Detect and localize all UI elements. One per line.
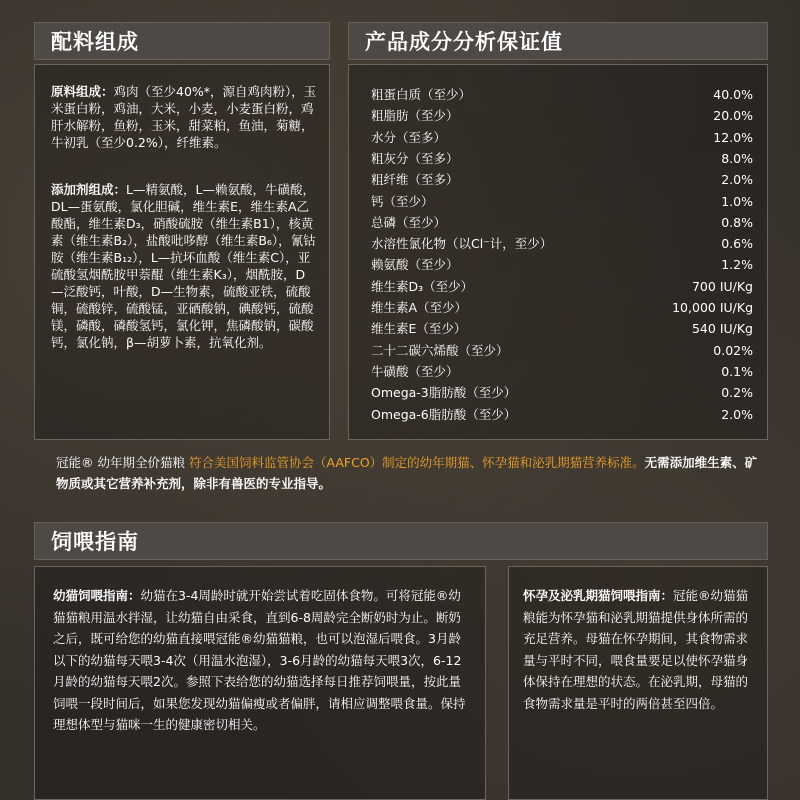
analysis-row-value: 10,000 IU/Kg: [672, 300, 753, 315]
analysis-row-value: 0.02%: [713, 342, 753, 358]
ingredients-box: [34, 64, 330, 440]
analysis-row-name: 水分（至多）: [371, 129, 447, 145]
kitten-feeding-label: 幼猫饲喂指南：: [53, 588, 141, 603]
analysis-row-value: 40.0%: [713, 87, 753, 102]
raw-ingredients-label: 原料组成：: [51, 84, 114, 99]
mother-feeding-label: 怀孕及泌乳期猫饲喂指南：: [523, 588, 674, 603]
aafco-note: [56, 452, 766, 494]
mother-feeding-box: [508, 566, 768, 800]
analysis-row: [371, 319, 753, 339]
note-part2: 无需添加维生素、矿物质或其它营养补充剂，除非有兽医的专业指导。: [56, 455, 758, 491]
analysis-row-value: 700 IU/Kg: [691, 278, 753, 294]
analysis-row-name: 粗纤维（至多）: [371, 172, 459, 188]
analysis-row-value: 20.0%: [713, 108, 753, 124]
raw-ingredients-text: 鸡肉（至少40%*，源自鸡肉粉），玉米蛋白粉，鸡油，大米，小麦，小麦蛋白粉，鸡肝水解粉，鱼粉，玉米，甜菜粕，鱼油，菊糖，牛初乳（至少0.2%），纤维素。: [51, 84, 317, 150]
analysis-row-value: 540 IU/Kg: [691, 321, 753, 337]
note-highlight: 符合美国饲料监管协会（AAFCO）制定的幼年期猫、怀孕猫和泌乳期猫营养标准。: [188, 455, 645, 470]
analysis-row: [371, 362, 753, 382]
analysis-row-value: 0.1%: [721, 363, 753, 379]
analysis-row-value: 0.8%: [721, 214, 753, 230]
mother-feeding-body: 冠能®幼猫猫粮能为怀孕猫和泌乳期猫提供身体所需的充足营养。母猫在怀孕期间，其食物需求量与平时不同，喂食量要足以使怀孕猫身体保持在理想的状态。在泌乳期，母猫的食物需求量是平时的两倍甚至四倍。: [523, 588, 749, 711]
analysis-row-value: 1.2%: [721, 257, 753, 273]
additive-ingredients-text: L—精氨酸，L—赖氨酸，牛磺酸，DL—蛋氨酸，氯化胆碱，维生素E，维生素A乙酸酯，维生素D₃，硝酸硫胺（维生素B1），核黄素（维生素B₂），盐酸吡哆醇（维生素B₆），氰钴胺（维生素B₁₂），L—抗坏血酸（维生素C），亚硫酸氢烟酰胺甲萘醌（维生素K₃），烟酰胺，D—泛酸钙，叶酸，D—生物素，硫酸亚铁，硫酸铜，硫酸锌，硫酸锰，亚硒酸钠，碘酸钙，硫酸镁，磷酸，磷酸氢钙，氯化钾，焦磷酸钠，碳酸钙，氯化钠，β—胡萝卜素，抗氧化剂。: [51, 182, 316, 350]
analysis-row-name: Omega-6脂肪酸（至少）: [371, 406, 517, 422]
analysis-row-name: 总磷（至少）: [371, 214, 447, 230]
analysis-row: [371, 128, 753, 148]
kitten-feeding-text: [53, 585, 473, 736]
analysis-row-name: Omega-3脂肪酸（至少）: [371, 385, 517, 401]
analysis-row-value: 12.0%: [713, 129, 753, 145]
analysis-title-bar: [348, 22, 768, 60]
analysis-row-name: 粗蛋白质（至少）: [371, 87, 472, 102]
analysis-row-name: 钙（至少）: [371, 193, 434, 209]
analysis-row: [371, 405, 753, 425]
kitten-feeding-box: [34, 566, 486, 800]
analysis-row-name: 水溶性氯化物（以Cl⁻计，至少）: [371, 236, 553, 252]
analysis-row: [371, 277, 753, 297]
analysis-row: [371, 149, 753, 169]
mother-feeding-text: [523, 585, 759, 714]
analysis-row-name: 牛磺酸（至少）: [371, 363, 459, 379]
analysis-row: [371, 192, 753, 212]
analysis-row-value: 1.0%: [721, 193, 753, 209]
analysis-row-name: 维生素E（至少）: [371, 321, 467, 337]
analysis-title: 产品成分分析保证值: [365, 30, 563, 54]
analysis-box: [348, 64, 768, 440]
analysis-row-value: 0.2%: [721, 385, 753, 401]
analysis-row-name: 粗脂肪（至少）: [371, 108, 459, 124]
analysis-row: [371, 255, 753, 275]
analysis-row-name: 赖氨酸（至少）: [371, 257, 459, 273]
analysis-row: [371, 383, 753, 403]
additive-ingredients-label: 添加剂组成：: [51, 182, 127, 197]
analysis-row: [371, 234, 753, 254]
analysis-row: [371, 213, 753, 233]
ingredients-title-bar: [34, 22, 330, 60]
feeding-title-bar: [34, 522, 768, 560]
analysis-row-value: 2.0%: [721, 172, 753, 188]
analysis-row-value: 2.0%: [721, 406, 753, 422]
additive-ingredients: [51, 181, 317, 351]
analysis-row-name: 粗灰分（至多）: [371, 150, 459, 166]
feeding-title: 饲喂指南: [51, 530, 139, 554]
analysis-row-name: 维生素D₃（至少）: [371, 278, 474, 294]
analysis-row-name: 二十二碳六烯酸（至少）: [371, 342, 509, 358]
analysis-row-name: 维生素A（至少）: [371, 300, 468, 315]
ingredients-title: 配料组成: [51, 30, 139, 54]
raw-ingredients: [51, 83, 317, 151]
analysis-row: [371, 170, 753, 190]
analysis-row-value: 0.6%: [721, 236, 753, 252]
analysis-row: [371, 298, 753, 318]
analysis-row-value: 8.0%: [721, 150, 753, 166]
analysis-row: [371, 341, 753, 361]
analysis-row: [371, 85, 753, 105]
analysis-row: [371, 106, 753, 126]
kitten-feeding-body: 幼猫在3-4周龄时就开始尝试着吃固体食物。可将冠能®幼猫猫粮用温水拌湿，让幼猫自由采食，直到6-8周龄完全断奶时为止。断奶之后，既可给您的幼猫直接喂冠能®幼猫猫粮，也可以泡湿后喂食。3月龄以下的幼猫每天喂3-4次（用温水泡湿），3-6月龄的幼猫每天喂3次，6-12月龄的幼猫每天喂2次。参照下表给您的幼猫选择每日推荐饲喂量，按此量饲喂一段时间后，如果您发现幼猫偏瘦或者偏胖，请相应调整喂食量。保持理想体型与猫咪一生的健康密切相关。: [53, 588, 466, 732]
note-part1: 冠能® 幼年期全价猫粮: [56, 455, 189, 470]
